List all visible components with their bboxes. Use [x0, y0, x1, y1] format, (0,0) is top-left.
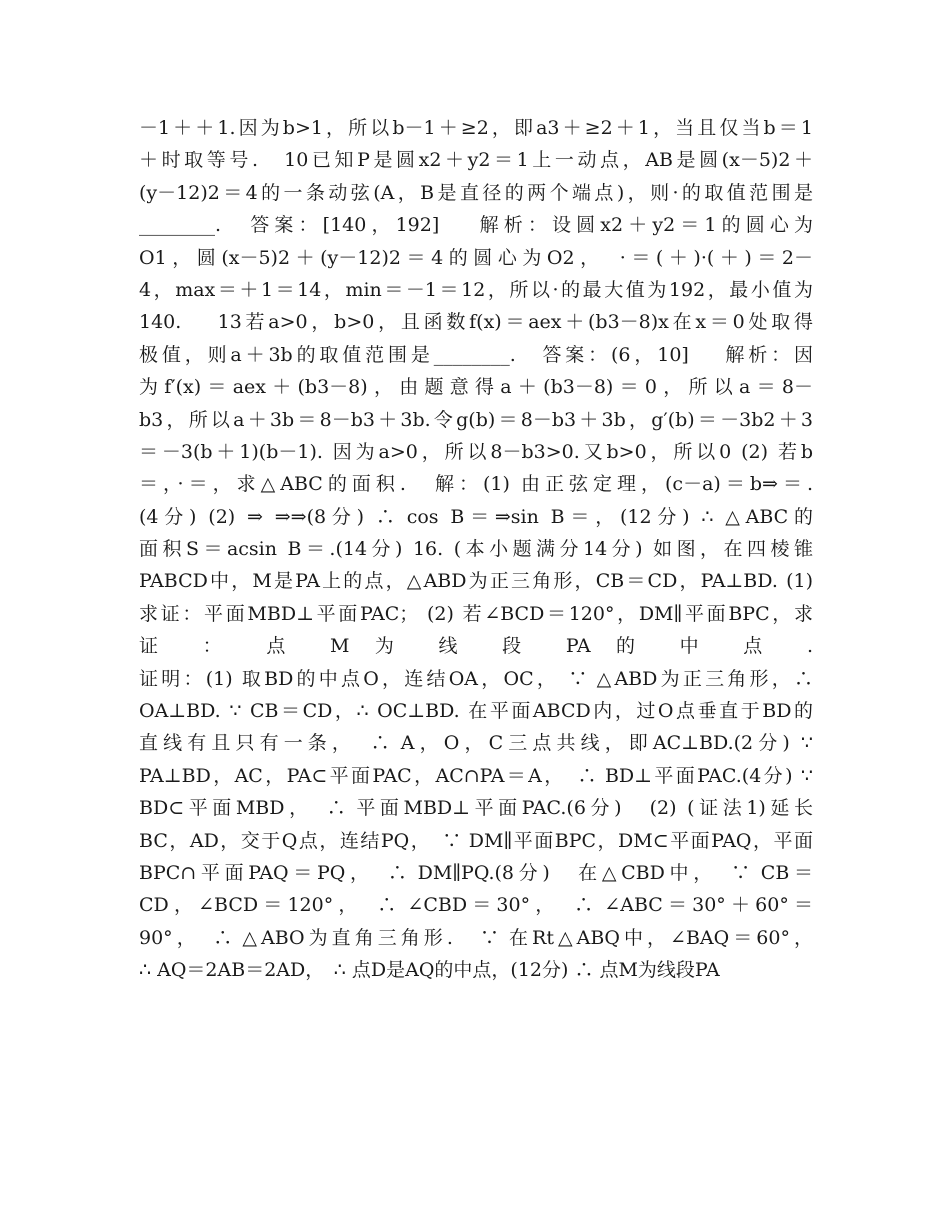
- text-line: ________. 答案：[140，192] 解析：设圆x2＋y2＝1的圆心为: [139, 214, 813, 237]
- text-line: BC，AD，交于Q点，连结PQ， ∵ DM∥平面BPC，DM⊂平面PAQ，平面: [139, 829, 813, 852]
- text-line: 140. 13若a>0，b>0，且函数f(x)＝aex＋(b3－8)x在x＝0处取得: [139, 311, 813, 334]
- text-line: BD⊂平面MBD， ∴ 平面MBD⊥平面PAC.(6分) (2) (证法1)延长: [139, 797, 813, 820]
- text-line: OA⊥BD. ∵ CB＝CD，∴ OC⊥BD. 在平面ABCD内，过O点垂直于BD的: [139, 700, 813, 723]
- text-line: PABCD中，M是PA上的点，△ABD为正三角形，CB＝CD，PA⊥BD. (1): [139, 570, 813, 593]
- text-line: 90°， ∴ △ABO为直角三角形. ∵ 在Rt△ABQ中，∠BAQ＝60°，: [139, 926, 813, 949]
- text-line: (y－12)2＝4的一条动弦(A，B是直径的两个端点)，则·的取值范围是: [139, 181, 813, 204]
- text-line: ＋时取等号. 10已知P是圆x2＋y2＝1上一动点，AB是圆(x－5)2＋: [139, 149, 813, 172]
- text-line: PA⊥BD，AC，PA⊂平面PAC，AC∩PA＝A， ∴ BD⊥平面PAC.(4分) ∵: [139, 764, 813, 787]
- text-line: b3，所以a＋3b＝8－b3＋3b.令g(b)＝8－b3＋3b，g′(b)＝－3b2＋3: [139, 408, 813, 431]
- text-line: ＝－3(b＋1)(b－1). 因为a>0，所以8－b3>0.又b>0，所以0 (2) 若b: [139, 440, 813, 463]
- text-line: 证明：(1) 取BD的中点O，连结OA，OC， ∵ △ABD为正三角形，∴: [139, 667, 813, 690]
- text-line: ∴ AQ＝2AB＝2AD， ∴ 点D是AQ的中点，(12分) ∴ 点M为线段PA: [139, 959, 720, 982]
- text-line: (4分) (2) ⇒ ⇒⇒(8分) ∴ cos B＝⇒sin B＝，(12分) ∴ △ABC的: [139, 505, 813, 528]
- text-line: ＝，·＝，求△ABC的面积. 解：(1) 由正弦定理，(c－a)＝b⇒＝.: [139, 473, 813, 496]
- text-line: 4，max＝＋1＝14，min＝－1＝12，所以·的最大值为192，最小值为: [139, 278, 813, 301]
- text-line: O1，圆(x－5)2＋(y－12)2＝4的圆心为O2， ·＝(＋)·(＋)＝2－: [139, 246, 813, 269]
- text-line: 极值，则a＋3b的取值范围是________. 答案：(6，10] 解析：因: [139, 343, 813, 366]
- text-line: 面积S＝acsin B＝.(14分) 16. (本小题满分14分) 如图，在四棱锥: [139, 538, 813, 561]
- text-line: －1＋＋1.因为b>1，所以b－1＋≥2，即a3＋≥2＋1，当且仅当b＝1: [139, 117, 813, 139]
- text-line: 求证：平面MBD⊥平面PAC； (2) 若∠BCD＝120°，DM∥平面BPC，求: [139, 602, 813, 625]
- text-line: CD，∠BCD＝120°， ∴ ∠CBD＝30°， ∴ ∠ABC＝30°＋60°＝: [139, 894, 813, 917]
- document-body: [139, 112, 813, 987]
- text-line: BPC∩平面PAQ＝PQ， ∴ DM∥PQ.(8分) 在△CBD中， ∵ CB＝: [139, 861, 813, 884]
- text-line: 为f′(x)＝aex＋(b3－8)，由题意得a＋(b3－8)＝0，所以a＝8－: [139, 376, 813, 399]
- text-line: 证 ： 点 M 为 线 段 PA 的 中 点 .: [139, 635, 813, 658]
- text-line: 直线有且只有一条， ∴ A，O，C三点共线，即AC⊥BD.(2分) ∵: [139, 732, 813, 755]
